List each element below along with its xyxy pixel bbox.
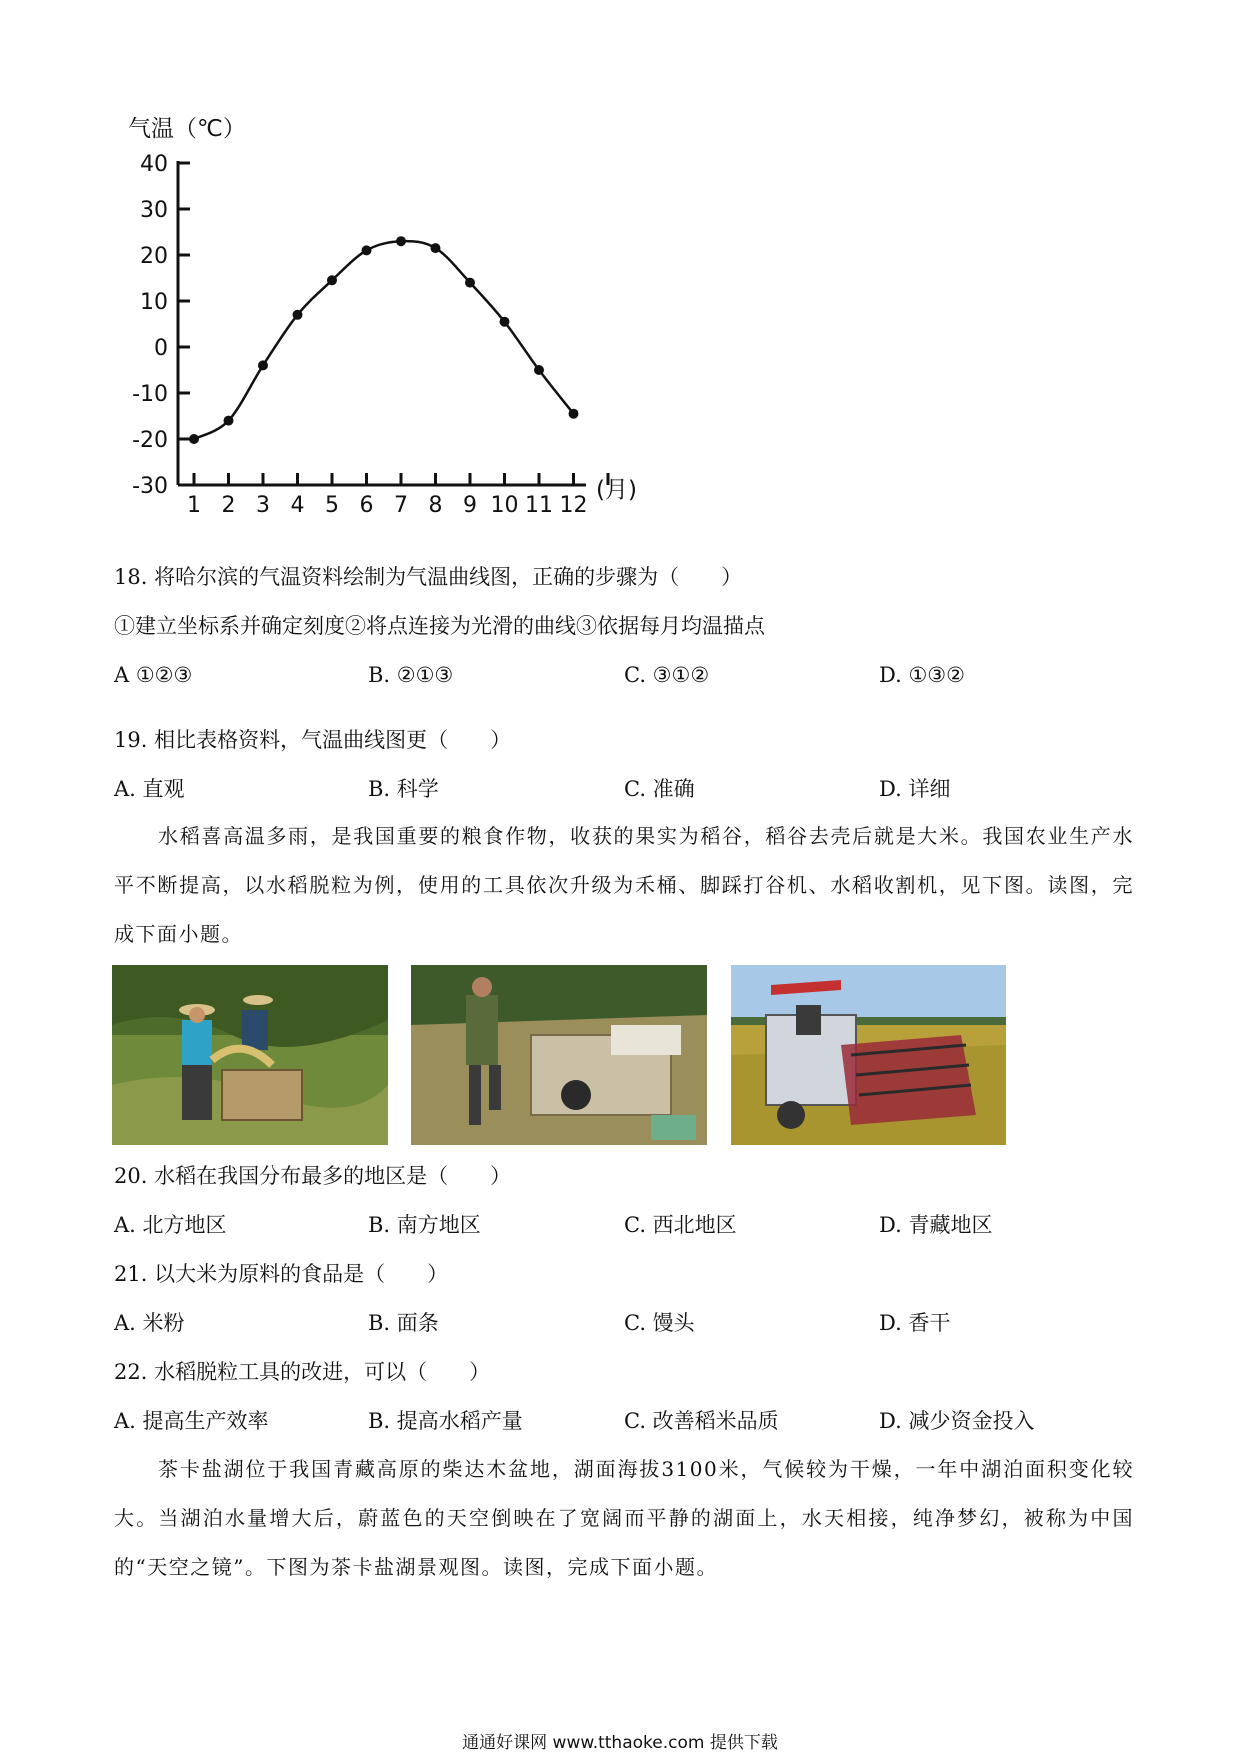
photo-hand-threshing-tub <box>112 965 388 1145</box>
chart-y-tick-label: -20 <box>132 428 168 453</box>
temperature-data-point <box>500 317 510 327</box>
temperature-data-point <box>396 236 406 246</box>
temperature-data-point <box>327 275 337 285</box>
q20-option-c: C. 西北地区 <box>624 1213 737 1237</box>
q22-option-c: C. 改善稻米品质 <box>624 1409 779 1433</box>
chart-x-tick-label: 2 <box>221 493 236 518</box>
temperature-data-point <box>465 278 475 288</box>
footer-watermark: 通通好课网 www.tthaoke.com 提供下载 <box>462 1733 778 1753</box>
q19-option-d: D. 详细 <box>879 777 951 801</box>
chart-y-tick-label: 20 <box>140 244 168 269</box>
chart-y-tick-label: 30 <box>140 198 168 223</box>
chart-x-tick-label: 8 <box>428 493 443 518</box>
q21-option-b: B. 面条 <box>368 1311 439 1335</box>
q19-option-b: B. 科学 <box>368 777 439 801</box>
chart-y-tick-label: -30 <box>132 474 168 499</box>
q19-option-c: C. 准确 <box>624 777 695 801</box>
chart-x-tick-label: 3 <box>256 493 270 518</box>
question-18-stem: 18. 将哈尔滨的气温资料绘制为气温曲线图，正确的步骤为（ ） <box>114 565 743 589</box>
chart-axes <box>178 161 586 485</box>
chart-y-tick-label: 40 <box>140 152 168 177</box>
temperature-data-point <box>293 310 303 320</box>
chart-xlabel: (月) <box>596 477 637 503</box>
q20-option-b: B. 南方地区 <box>368 1213 481 1237</box>
temperature-data-point <box>534 365 544 375</box>
q19-option-a: A. 直观 <box>114 777 185 801</box>
q22-option-d: D. 减少资金投入 <box>879 1409 1035 1433</box>
chart-y-tick-label: -10 <box>132 382 168 407</box>
chart-x-tick-label: 7 <box>394 493 408 518</box>
q18-option-c: C. ③①② <box>624 663 710 687</box>
chart-y-tick-label: 0 <box>154 336 168 361</box>
temperature-data-point <box>431 243 441 253</box>
question-18-steps: ①建立坐标系并确定刻度②将点连接为光滑的曲线③依据每月均温描点 <box>114 614 765 638</box>
temperature-data-point <box>224 416 234 426</box>
temperature-curve-line <box>194 241 574 439</box>
photo-pedal-thresher <box>411 965 707 1145</box>
chart-y-tick-label: 10 <box>140 290 168 315</box>
temperature-data-point <box>569 409 579 419</box>
passage-rice: 水稻喜高温多雨，是我国重要的粮食作物，收获的果实为稻谷，稻谷去壳后就是大米。我国农业生产水平不断提高，以水稻脱粒为例，使用的工具依次升级为禾桶、脚踩打谷机、水稻收割机，见下图。读图，完成下面小题。 <box>114 824 1134 946</box>
question-20-stem: 20. 水稻在我国分布最多的地区是（ ） <box>114 1164 512 1188</box>
q22-option-b: B. 提高水稻产量 <box>368 1409 523 1433</box>
temperature-data-point <box>189 434 199 444</box>
chart-x-tick-label: 4 <box>290 493 305 518</box>
q20-option-a: A. 北方地区 <box>114 1213 227 1237</box>
chart-x-ticks <box>187 473 608 518</box>
question-22-stem: 22. 水稻脱粒工具的改进，可以（ ） <box>114 1360 491 1384</box>
chart-y-ticks <box>132 152 190 499</box>
chart-x-tick-label: 6 <box>359 493 374 518</box>
q21-option-d: D. 香干 <box>879 1311 951 1335</box>
chart-x-tick-label: 10 <box>490 493 519 518</box>
photo-rice-harvester <box>731 965 1006 1145</box>
temperature-data-point <box>258 360 268 370</box>
chart-x-tick-label: 11 <box>525 493 553 518</box>
question-19-stem: 19. 相比表格资料，气温曲线图更（ ） <box>114 728 512 752</box>
chart-x-tick-label: 12 <box>559 493 588 518</box>
chart-series <box>189 236 579 444</box>
chart-ylabel: 气温（℃） <box>128 116 246 142</box>
q18-option-d: D. ①③② <box>879 663 965 687</box>
q21-option-c: C. 馒头 <box>624 1311 695 1335</box>
q18-option-b: B. ②①③ <box>368 663 454 687</box>
q21-option-a: A. 米粉 <box>114 1311 185 1335</box>
chart-x-tick-label: 9 <box>463 493 477 518</box>
chart-x-tick-label: 1 <box>187 493 201 518</box>
chart-x-tick-label: 5 <box>325 493 339 518</box>
q20-option-d: D. 青藏地区 <box>879 1213 993 1237</box>
temperature-data-point <box>362 245 372 255</box>
q22-option-a: A. 提高生产效率 <box>114 1409 269 1433</box>
q18-option-a: A ①②③ <box>114 663 193 687</box>
question-21-stem: 21. 以大米为原料的食品是（ ） <box>114 1262 449 1286</box>
temperature-curve-chart <box>100 105 660 535</box>
passage-chaka-salt-lake: 茶卡盐湖位于我国青藏高原的柴达木盆地，湖面海拔3100米，气候较为干燥，一年中湖泊面积变化较大。当湖泊水量增大后，蔚蓝色的天空倒映在了宽阔而平静的湖面上，水天相接，纯净梦幻，被称为中国的“天空之镜”。下图为茶卡盐湖景观图。读图，完成下面小题。 <box>114 1457 1134 1579</box>
